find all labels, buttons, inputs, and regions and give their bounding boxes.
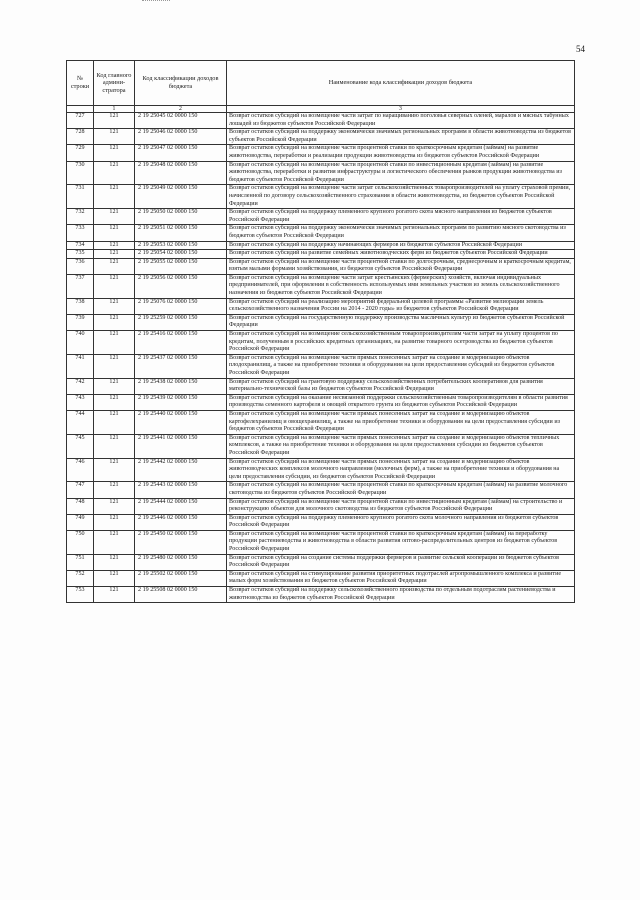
revenue-classification-table-wrap bbox=[66, 60, 574, 603]
classification-code-cell: 2 19 25056 02 0000 150 bbox=[135, 274, 227, 298]
admin-code-cell: 121 bbox=[94, 258, 135, 274]
table-row bbox=[67, 498, 575, 514]
row-number-cell: 739 bbox=[67, 314, 94, 330]
table-row bbox=[67, 298, 575, 314]
description-cell: Возврат остатков субсидий на поддержку племенного крупного рогатого скота молочного направления из бюджетов субъектов Российской Федерации bbox=[227, 514, 575, 530]
description-cell: Возврат остатков субсидий на возмещение части прямых понесенных затрат на создание и модернизацию объектов тепличных комплексов, а также на приобретение техники и оборудования на цели предоставления субсидии из бюджетов субъектов Российской Федерации bbox=[227, 434, 575, 458]
index-cell-1 bbox=[67, 106, 94, 113]
table-row bbox=[67, 129, 575, 145]
classification-code-cell: 2 19 25045 02 0000 150 bbox=[135, 113, 227, 129]
classification-code-cell: 2 19 25444 02 0000 150 bbox=[135, 498, 227, 514]
admin-code-cell: 121 bbox=[94, 331, 135, 355]
table-row bbox=[67, 161, 575, 185]
index-cell-3: 3 bbox=[227, 106, 575, 113]
index-cell-2: 2 bbox=[135, 106, 227, 113]
row-number-cell: 745 bbox=[67, 434, 94, 458]
table-row bbox=[67, 314, 575, 330]
admin-code-cell: 121 bbox=[94, 458, 135, 482]
table-body bbox=[67, 113, 575, 603]
row-number-cell: 746 bbox=[67, 458, 94, 482]
description-cell: Возврат остатков субсидий на стимулирование развития приоритетных подотраслей агропромышленного комплекса и развитие малых форм хозяйствования из бюджетов субъектов Российской Федерации bbox=[227, 570, 575, 586]
classification-code-cell: 2 19 25508 02 0000 150 bbox=[135, 587, 227, 603]
admin-code-cell: 121 bbox=[94, 554, 135, 570]
classification-code-cell: 2 19 25443 02 0000 150 bbox=[135, 482, 227, 498]
description-cell: Возврат остатков субсидий на государственную поддержку производства масличных культур из бюджетов субъектов Российской Федерации bbox=[227, 314, 575, 330]
table-row bbox=[67, 570, 575, 586]
classification-code-cell: 2 19 25054 02 0000 150 bbox=[135, 250, 227, 259]
table-row bbox=[67, 458, 575, 482]
description-cell: Возврат остатков субсидий на поддержку экономически значимых региональных программ в области животноводства из бюджетов субъектов Российской Федерации bbox=[227, 129, 575, 145]
classification-code-cell: 2 19 25053 02 0000 150 bbox=[135, 241, 227, 250]
table-row bbox=[67, 434, 575, 458]
classification-code-cell: 2 19 25050 02 0000 150 bbox=[135, 209, 227, 225]
classification-code-cell: 2 19 25442 02 0000 150 bbox=[135, 458, 227, 482]
classification-code-cell: 2 19 25047 02 0000 150 bbox=[135, 145, 227, 161]
admin-code-cell: 121 bbox=[94, 274, 135, 298]
page-number: 54 bbox=[576, 44, 585, 54]
table-row bbox=[67, 185, 575, 209]
classification-code-cell: 2 19 25049 02 0000 150 bbox=[135, 185, 227, 209]
classification-code-cell: 2 19 25438 02 0000 150 bbox=[135, 378, 227, 394]
header-description: Наименование кода классификации доходов бюджета bbox=[227, 61, 575, 106]
admin-code-cell: 121 bbox=[94, 129, 135, 145]
table-row bbox=[67, 225, 575, 241]
row-number-cell: 732 bbox=[67, 209, 94, 225]
classification-code-cell: 2 19 25441 02 0000 150 bbox=[135, 434, 227, 458]
description-cell: Возврат остатков субсидий на реализацию мероприятий федеральной целевой программы «Развитие мелиорации земель сельскохозяйственного назначения России на 2014 - 2020 годы» из бюджетов субъектов Российской Федерации bbox=[227, 298, 575, 314]
admin-code-cell: 121 bbox=[94, 587, 135, 603]
description-cell: Возврат остатков субсидий на возмещение сельскохозяйственным товаропроизводителям части затрат на уплату процентов по кредитам, полученным в российских кредитных организациях, на развитие товарного осетроводства из бюджетов субъектов Российской Федерации bbox=[227, 331, 575, 355]
row-number-cell: 753 bbox=[67, 587, 94, 603]
description-cell: Возврат остатков субсидий на возмещение части затрат сельскохозяйственных товаропроизводителей на уплату страховой премии, начисленной по договору сельскохозяйственного страхования в области животноводства, из бюджетов субъектов Российской Федерации bbox=[227, 185, 575, 209]
row-number-cell: 748 bbox=[67, 498, 94, 514]
row-number-cell: 731 bbox=[67, 185, 94, 209]
admin-code-cell: 121 bbox=[94, 113, 135, 129]
row-number-cell: 737 bbox=[67, 274, 94, 298]
description-cell: Возврат остатков субсидий на возмещение части прямых понесенных затрат на создание и модернизацию объектов картофелехранилищ и овощехранилищ, а также на приобретение техники и оборудования на цели предоставления субсидии из бюджетов субъектов Российской Федерации bbox=[227, 410, 575, 434]
table-row bbox=[67, 554, 575, 570]
classification-code-cell: 2 19 25439 02 0000 150 bbox=[135, 394, 227, 410]
row-number-cell: 743 bbox=[67, 394, 94, 410]
classification-code-cell: 2 19 25048 02 0000 150 bbox=[135, 161, 227, 185]
table-row bbox=[67, 274, 575, 298]
table-row bbox=[67, 258, 575, 274]
admin-code-cell: 121 bbox=[94, 185, 135, 209]
header-index-row bbox=[67, 106, 575, 113]
row-number-cell: 742 bbox=[67, 378, 94, 394]
description-cell: Возврат остатков субсидий на возмещение части процентной ставки по краткосрочным кредитам (займам) на развитие молочного скотоводства из бюджетов субъектов Российской Федерации bbox=[227, 482, 575, 498]
admin-code-cell: 121 bbox=[94, 161, 135, 185]
row-number-cell: 728 bbox=[67, 129, 94, 145]
table-row bbox=[67, 530, 575, 554]
admin-code-cell: 121 bbox=[94, 514, 135, 530]
classification-code-cell: 2 19 25076 02 0000 150 bbox=[135, 298, 227, 314]
classification-code-cell: 2 19 25416 02 0000 150 bbox=[135, 331, 227, 355]
table-row bbox=[67, 331, 575, 355]
row-number-cell: 741 bbox=[67, 354, 94, 378]
row-number-cell: 744 bbox=[67, 410, 94, 434]
admin-code-cell: 121 bbox=[94, 410, 135, 434]
row-number-cell: 750 bbox=[67, 530, 94, 554]
row-number-cell: 751 bbox=[67, 554, 94, 570]
row-number-cell: 727 bbox=[67, 113, 94, 129]
table-row bbox=[67, 587, 575, 603]
table-row bbox=[67, 145, 575, 161]
admin-code-cell: 121 bbox=[94, 225, 135, 241]
description-cell: Возврат остатков субсидий на возмещение части прямых понесенных затрат на создание и модернизацию объектов плодохранилищ, а также на приобретение техники и оборудования на цели предоставления субсидий из бюджетов субъектов Российской Федерации bbox=[227, 354, 575, 378]
table-row bbox=[67, 410, 575, 434]
row-number-cell: 729 bbox=[67, 145, 94, 161]
admin-code-cell: 121 bbox=[94, 498, 135, 514]
table-row bbox=[67, 113, 575, 129]
description-cell: Возврат остатков субсидий на поддержку экономически значимых региональных программ по развитию мясного скотоводства из бюджетов субъектов Российской Федерации bbox=[227, 225, 575, 241]
table-row bbox=[67, 354, 575, 378]
admin-code-cell: 121 bbox=[94, 482, 135, 498]
index-cell-1-admin: 1 bbox=[94, 106, 135, 113]
classification-code-cell: 2 19 25437 02 0000 150 bbox=[135, 354, 227, 378]
table-row bbox=[67, 394, 575, 410]
admin-code-cell: 121 bbox=[94, 298, 135, 314]
admin-code-cell: 121 bbox=[94, 354, 135, 378]
admin-code-cell: 121 bbox=[94, 241, 135, 250]
row-number-cell: 749 bbox=[67, 514, 94, 530]
admin-code-cell: 121 bbox=[94, 434, 135, 458]
admin-code-cell: 121 bbox=[94, 378, 135, 394]
description-cell: Возврат остатков субсидий на оказание несвязанной поддержки сельскохозяйственным товаропроизводителям в области развития производства семенного картофеля и овощей открытого грунта из бюджетов субъектов Российской Федерации bbox=[227, 394, 575, 410]
table-row bbox=[67, 209, 575, 225]
description-cell: Возврат остатков субсидий на развитие семейных животноводческих ферм из бюджетов субъектов Российской Федерации bbox=[227, 250, 575, 259]
row-number-cell: 733 bbox=[67, 225, 94, 241]
table-row bbox=[67, 482, 575, 498]
description-cell: Возврат остатков субсидий на грантовую поддержку сельскохозяйственных потребительских кооперативов для развития материально-технической базы из бюджетов субъектов Российской Федерации bbox=[227, 378, 575, 394]
header-admin-code: Код главного админи-стратора bbox=[94, 61, 135, 106]
classification-code-cell: 2 19 25446 02 0000 150 bbox=[135, 514, 227, 530]
row-number-cell: 738 bbox=[67, 298, 94, 314]
header-classification-code: Код классификации доходов бюджета bbox=[135, 61, 227, 106]
admin-code-cell: 121 bbox=[94, 394, 135, 410]
header-row-number: № строки bbox=[67, 61, 94, 106]
admin-code-cell: 121 bbox=[94, 530, 135, 554]
classification-code-cell: 2 19 25046 02 0000 150 bbox=[135, 129, 227, 145]
row-number-cell: 734 bbox=[67, 241, 94, 250]
row-number-cell: 747 bbox=[67, 482, 94, 498]
description-cell: Возврат остатков субсидий на возмещение части процентной ставки по инвестиционным кредитам (займам) на развитие животноводства, переработки и развития инфраструктуры и логистического обеспечения рынков продукции животноводства из бюджетов субъектов Российской Федерации bbox=[227, 161, 575, 185]
classification-code-cell: 2 19 25502 02 0000 150 bbox=[135, 570, 227, 586]
classification-code-cell: 2 19 25055 02 0000 150 bbox=[135, 258, 227, 274]
classification-code-cell: 2 19 25480 02 0000 150 bbox=[135, 554, 227, 570]
classification-code-cell: 2 19 25051 02 0000 150 bbox=[135, 225, 227, 241]
row-number-cell: 736 bbox=[67, 258, 94, 274]
description-cell: Возврат остатков субсидий на возмещение части прямых понесенных затрат на создание и модернизацию объектов животноводческих комплексов молочного направления (молочных ферм), а также на приобретение техники и оборудования на цели предоставления субсидии, из бюджетов субъектов Российской Федерации bbox=[227, 458, 575, 482]
table-header bbox=[67, 61, 575, 113]
description-cell: Возврат остатков субсидий на возмещение части процентной ставки по краткосрочным кредитам (займам) на переработку продукции растениеводства и животноводства в области развития оптово-распределительных центров из бюджетов субъектов Российской Федерации bbox=[227, 530, 575, 554]
table-row bbox=[67, 250, 575, 259]
description-cell: Возврат остатков субсидий на создание системы поддержки фермеров и развитие сельской кооперации из бюджетов субъектов Российской Федерации bbox=[227, 554, 575, 570]
classification-code-cell: 2 19 25259 02 0000 150 bbox=[135, 314, 227, 330]
table-row bbox=[67, 378, 575, 394]
admin-code-cell: 121 bbox=[94, 250, 135, 259]
row-number-cell: 752 bbox=[67, 570, 94, 586]
row-number-cell: 740 bbox=[67, 331, 94, 355]
description-cell: Возврат остатков субсидий на возмещение части процентной ставки по инвестиционным кредитам (займам) на строительство и реконструкцию объектов для молочного скотоводства из бюджетов субъектов Российской Федерации bbox=[227, 498, 575, 514]
row-number-cell: 735 bbox=[67, 250, 94, 259]
table-row bbox=[67, 514, 575, 530]
scan-artifact bbox=[142, 0, 170, 3]
description-cell: Возврат остатков субсидий на возмещение части затрат по наращиванию поголовья северных оленей, маралов и мясных табунных лошадей из бюджетов субъектов Российской Федерации bbox=[227, 113, 575, 129]
description-cell: Возврат остатков субсидий на поддержку сельскохозяйственного производства по отдельным подотраслям растениеводства и животноводства из бюджетов субъектов Российской Федерации bbox=[227, 587, 575, 603]
classification-code-cell: 2 19 25450 02 0000 150 bbox=[135, 530, 227, 554]
classification-code-cell: 2 19 25440 02 0000 150 bbox=[135, 410, 227, 434]
admin-code-cell: 121 bbox=[94, 570, 135, 586]
description-cell: Возврат остатков субсидий на возмещение части процентной ставки по долгосрочным, среднесрочным и краткосрочным кредитам, взятым малыми формами хозяйствования, из бюджетов субъектов Российской Федерации bbox=[227, 258, 575, 274]
admin-code-cell: 121 bbox=[94, 145, 135, 161]
description-cell: Возврат остатков субсидий на возмещение части затрат крестьянских (фермерских) хозяйств, включая индивидуальных предпринимателей, при оформлении в собственность используемых ими земельных участков из земель сельскохозяйственного назначения из бюджетов субъектов Российской Федерации bbox=[227, 274, 575, 298]
admin-code-cell: 121 bbox=[94, 314, 135, 330]
description-cell: Возврат остатков субсидий на возмещение части процентной ставки по краткосрочным кредитам (займам) на развитие животноводства, переработки и реализации продукции животноводства из бюджетов субъектов Российской Федерации bbox=[227, 145, 575, 161]
revenue-classification-table bbox=[66, 60, 575, 603]
row-number-cell: 730 bbox=[67, 161, 94, 185]
description-cell: Возврат остатков субсидий на поддержку племенного крупного рогатого скота мясного направления из бюджетов субъектов Российской Федерации bbox=[227, 209, 575, 225]
admin-code-cell: 121 bbox=[94, 209, 135, 225]
table-row bbox=[67, 241, 575, 250]
description-cell: Возврат остатков субсидий на поддержку начинающих фермеров из бюджетов субъектов Российской Федерации bbox=[227, 241, 575, 250]
